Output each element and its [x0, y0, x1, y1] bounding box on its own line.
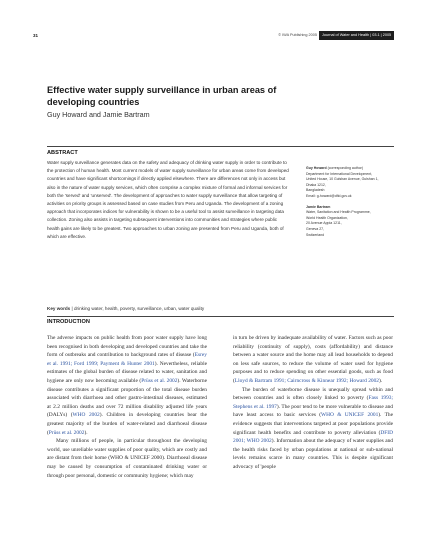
publisher-line: © IWA Publishing 2005 [278, 33, 317, 37]
citation-link[interactable]: WHO & UNICEF 2001 [321, 412, 379, 419]
body-text: The burden of waterborne disease is unequally spread within and between countries and is often closely linked to poverty ( [233, 386, 393, 402]
citation-link[interactable]: Lloyd & Bartram 1991; Cairncross & Kinnear 1992; Howard 2002 [234, 377, 379, 384]
correspondence-author-2 [306, 205, 396, 239]
author-2-name: Jamie Bartram [306, 204, 331, 209]
body-paragraph [233, 334, 393, 386]
body-text: ). Waterborne disease contributes a significant proportion of the total disease burden associated with diarrhoea and other gastro-intestinal diseases, estimated at 2.2 million deaths and over 72 million disability adjusted life years (DALYs) ( [47, 377, 208, 419]
introduction-top-rule [47, 316, 394, 317]
author-2-address-line: Water, Sanitation and Health Programme, [306, 210, 371, 215]
body-text: ). [378, 377, 383, 384]
citation-link[interactable]: Fass 1993; Stephens et al. 1997 [233, 395, 393, 410]
author-1-address-line: United House, 10 Gulshan Avenue, Gulshan 1, [306, 177, 379, 182]
correspondence-block [306, 166, 396, 243]
citation-link[interactable]: WHO 2002 [72, 412, 100, 419]
author-1-role: (corresponding author) [327, 166, 364, 170]
body-text: in turn be driven by inadequate availability of water. Factors such as poor reliability (continuity of supply), costs (affordability) and distance between a water source and the home may all lead households to depend on less safe sources, to reduce the volume of water used for hygiene purposes and to reduce spending on other essential goods, such as food ( [233, 335, 393, 384]
body-text: The adverse impacts on public health from poor water supply have long been recognised in both developing and developed countries and take the form of outbreaks and contribution to background rates of disease ( [47, 335, 207, 359]
author-1-address-line: Department for International Development, [306, 171, 373, 176]
body-paragraph [233, 386, 393, 472]
keywords-separator: | [71, 306, 74, 311]
body-text: ). Nevertheless, reliable estimates of the global burden of disease related to water, sanitation and hygiene are only now becoming available ( [47, 360, 207, 384]
keywords [47, 305, 289, 313]
citation-link[interactable]: Prüss et al. 2002 [141, 377, 178, 384]
keywords-list: drinking water, health, poverty, surveillance, urban, water quality [74, 306, 205, 311]
abstract-top-rule [47, 146, 394, 147]
citation-link[interactable]: Prüss et al. 2002 [48, 429, 85, 436]
abstract-text: Water supply surveillance generates data on the safety and adequacy of drinking water supply in order to contribute to the protection of human health. Most current models of water supply surveillance for urban areas come from developed countries and have significant shortcomings if directly applied elsewhere. There are differences not only in access but also in the nature of water supply services, which often comprise a complex mixture of formal and informal services for both the 'served' and 'unserved'. The development of approaches to water supply surveillance that allow targeting of activities on priority groups is assessed based on case studies from Peru and Uganda. The development of a zoning approach that incorporates indices for vulnerability is shown to be a useful tool to assist surveillance in targeting data collection. Zoning also assists in targeting subsequent interventions into communities and strategies where public health gains are likely to be greatest. Two approaches to urban zoning are presented from Peru and Uganda, both of which are effective. [47, 160, 289, 239]
body-paragraph: Many millions of people, in particular throughout the developing world, use unreliable water supplies of poor quality, which are costly and are distant from their home (WHO & UNICEF 2000). Diarrhoeal disease may be caused by consumption of contaminated drinking water or through poor personal, domestic or community hygiene; which may [47, 438, 207, 479]
body-text: ). Children in developing countries bear the greatest majority of the burden of water-related and diarrhoeal disease ( [47, 412, 207, 436]
body-text: ). The evidence suggests that interventions targeted at poor populations provide significant health benefits and contribute to poverty alleviation ( [233, 412, 393, 436]
author-2-address-line: World Health Organization, [306, 215, 348, 220]
running-header [33, 31, 394, 40]
author-2-address-line: 20 Avenue Appia 1211, [306, 221, 342, 226]
body-column-left [47, 334, 207, 480]
citation-link[interactable]: DFID 2001; WHO 2002 [233, 429, 393, 445]
body-text: ). The poor tend to be more vulnerable to disease and have least access to basic services ( [233, 403, 394, 419]
author-2-address-line: Geneva 27, [306, 226, 325, 231]
body-text: ). Information about the adequacy of water supplies and the health risks faced by urban populations at national or sub-national levels remains scarce in many countries. This is despite significant advocacy of 'people [233, 438, 393, 470]
page-number: 31 [33, 33, 39, 38]
article-title: Effective water supply surveillance in urban areas of developing countries [47, 85, 277, 107]
body-paragraph [47, 334, 207, 437]
article-authors: Guy Howard and Jamie Bartram [47, 110, 150, 119]
journal-banner: Journal of Water and Health | 03.1 | 2005 [319, 31, 394, 40]
keywords-label: Key words [47, 306, 71, 311]
author-1-address-line: Bangladesh [306, 188, 325, 193]
author-1-address-line: Dhaka 1212, [306, 182, 326, 187]
author-1-email: Email: g-howard@dfid.gov.uk [306, 193, 352, 198]
correspondence-author-1 [306, 166, 396, 200]
body-column-right [233, 334, 393, 472]
body-text: ). [84, 429, 88, 436]
abstract-heading: ABSTRACT [47, 150, 78, 156]
citation-link[interactable]: Esrey et al. 1991; Ford 1999; Payment & Hunter 2001 [47, 352, 207, 367]
introduction-heading: INTRODUCTION [47, 319, 90, 325]
author-1-name: Guy Howard [306, 166, 327, 170]
author-2-address-line: Switzerland [306, 232, 325, 237]
